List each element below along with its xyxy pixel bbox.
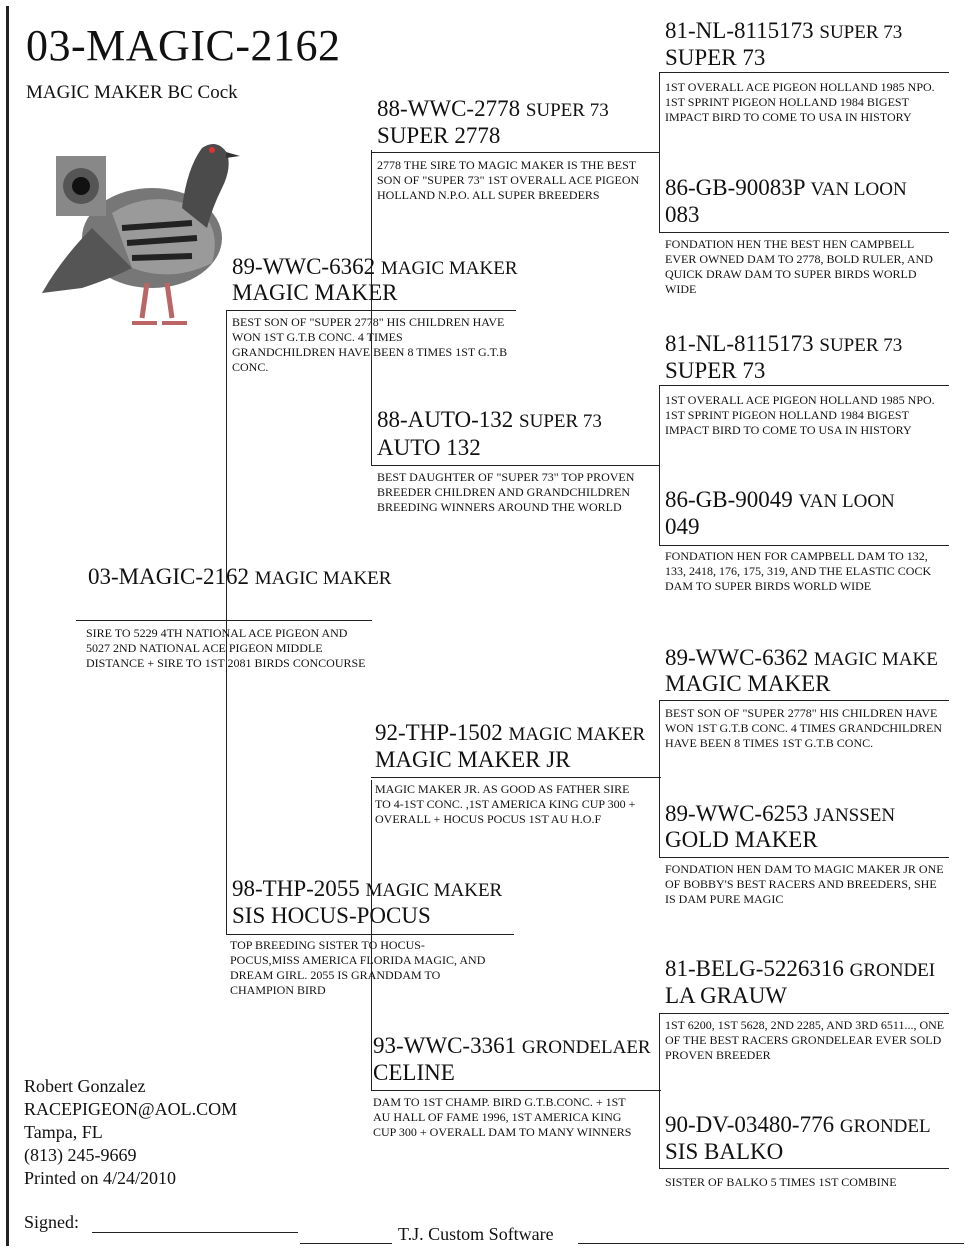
dam-note: TOP BREEDING SISTER TO HOCUS-POCUS,MISS AMERICA FLORIDA MAGIC, AND DREAM GIRL. 2055 IS GRANDDAM TO CHAMPION BIRD [230, 938, 486, 997]
sds-note: 1ST OVERALL ACE PIGEON HOLLAND 1985 NPO. 1ST SPRINT PIGEON HOLLAND 1984 BIGEST IMPACT BIRD TO COME TO USA IN HISTORY [665, 393, 935, 437]
ds-note: MAGIC MAKER JR. AS GOOD AS FATHER SIRE TO 4-1ST CONC. ,1ST AMERICA KING CUP 300 + OVERALL + HOCUS POCUS 1ST AU H.O.F [375, 782, 636, 826]
sds-strain: SUPER 73 [819, 335, 903, 356]
ss-name: SUPER 2778 [377, 123, 501, 148]
dds-ring-number: 81-BELG-5226316 [665, 956, 844, 981]
dss-name: MAGIC MAKER [665, 671, 831, 696]
sdd-strain: VAN LOON [798, 491, 895, 512]
line-ssd [659, 232, 949, 233]
ss-ring-number: 88-WWC-2778 [377, 96, 521, 121]
contact-block [24, 1075, 237, 1190]
line-ds [371, 777, 661, 778]
line-ss-to-sss [659, 72, 660, 152]
line-sd [371, 465, 659, 466]
sds-name: SUPER 73 [665, 358, 766, 383]
sd-ring [377, 407, 602, 435]
dsd-ring-number: 89-WWC-6253 [665, 801, 809, 826]
ssd-name: 083 [665, 202, 700, 227]
ss-strain: SUPER 73 [525, 100, 609, 121]
sds-ring-number: 81-NL-8115173 [665, 331, 814, 356]
footer-line-right [578, 1243, 964, 1244]
line-dd [371, 1090, 661, 1091]
ddd-note: SISTER OF BALKO 5 TIMES 1ST COMBINE [665, 1175, 897, 1189]
line-sds [659, 385, 949, 386]
page-subtitle: MAGIC MAKER BC Cock [26, 82, 238, 103]
dd-name: CELINE [373, 1060, 455, 1085]
ds-ring [375, 720, 665, 748]
dds-name: LA GRAUW [665, 983, 788, 1008]
line-dss [659, 700, 949, 701]
subject-ring [88, 564, 391, 592]
sire-ring [232, 254, 518, 282]
ddd-ring-number: 90-DV-03480-776 [665, 1112, 835, 1137]
line-dd-to-ddd [659, 1090, 660, 1168]
ss-ring [377, 96, 609, 124]
sss-note: 1ST OVERALL ACE PIGEON HOLLAND 1985 NPO. 1ST SPRINT PIGEON HOLLAND 1984 BIGEST IMPACT BIRD TO COME TO USA IN HISTORY [665, 80, 935, 124]
sd-ring-number: 88-AUTO-132 [377, 407, 514, 432]
sd-note: BEST DAUGHTER OF "SUPER 73" TOP PROVEN BREEDER CHILDREN AND GRANDCHILDREN BREEDING WINNERS AROUND THE WORLD [377, 470, 635, 514]
line-sss [659, 72, 949, 73]
footer-line-left [300, 1243, 392, 1244]
line-ds-to-dsd [659, 777, 660, 857]
ddd-strain: GRONDEL [839, 1116, 931, 1137]
dsd-strain: JANSSEN [813, 805, 896, 826]
dam-name: SIS HOCUS-POCUS [232, 903, 431, 928]
line-subject [76, 620, 372, 621]
subject-note: SIRE TO 5229 4TH NATIONAL ACE PIGEON AND 5027 2ND NATIONAL ACE PIGEON MIDDLE DISTANCE + SIRE TO 1ST 2081 BIRDS CONCOURSE [86, 626, 366, 670]
line-ddd [659, 1168, 949, 1169]
dd-ring [373, 1033, 663, 1061]
sire-strain: MAGIC MAKER [380, 258, 518, 279]
line-ss-to-ssd [659, 152, 660, 232]
sire-ring-number: 89-WWC-6362 [232, 254, 376, 279]
dam-strain: MAGIC MAKER [365, 880, 503, 901]
subject-strain: MAGIC MAKER [254, 568, 392, 589]
sss-ring-number: 81-NL-8115173 [665, 18, 814, 43]
contact-phone: (813) 245-9669 [24, 1145, 137, 1165]
sdd-name: 049 [665, 514, 700, 539]
sd-name: AUTO 132 [377, 435, 481, 460]
dd-strain: GRONDELAER [521, 1037, 651, 1058]
ssd-note: FONDATION HEN THE BEST HEN CAMPBELL EVER OWNED DAM TO 2778, BOLD RULER, AND QUICK DRAW DAM TO SUPER BIRDS WORLD WIDE [665, 237, 933, 296]
signed-label: Signed: [24, 1212, 80, 1232]
dss-note: BEST SON OF "SUPER 2778" HIS CHILDREN HAVE WON 1ST G.T.B CONC. 4 TIMES GRANDCHILDREN HAVE BEEN 8 TIMES 1ST G.T.B CONC. [665, 706, 943, 750]
dam-ring [232, 876, 502, 904]
sdd-ring [665, 487, 970, 515]
ds-name: MAGIC MAKER JR [375, 747, 571, 772]
ssd-ring-number: 86-GB-90083P [665, 175, 805, 200]
dsd-note: FONDATION HEN DAM TO MAGIC MAKER JR ONE OF BOBBY'S BEST RACERS AND BREEDERS, SHE IS DAM PURE MAGIC [665, 862, 944, 906]
dds-ring [665, 956, 970, 984]
contact-city: Tampa, FL [24, 1122, 103, 1142]
line-dam [226, 934, 514, 935]
line-dds [659, 1013, 949, 1014]
ddd-ring [665, 1112, 970, 1140]
contact-email: RACEPIGEON@AOL.COM [24, 1099, 238, 1119]
subject-ring-number: 03-MAGIC-2162 [88, 564, 249, 589]
pigeon-illustration [22, 118, 242, 348]
sds-ring [665, 331, 970, 359]
dam-ring-number: 98-THP-2055 [232, 876, 360, 901]
dss-strain: MAGIC MAKE [813, 649, 938, 670]
sss-name: SUPER 73 [665, 45, 766, 70]
sd-strain: SUPER 73 [519, 411, 602, 432]
ds-strain: MAGIC MAKER [508, 724, 646, 745]
dd-note: DAM TO 1ST CHAMP. BIRD G.T.B.CONC. + 1ST AU HALL OF FAME 1996, 1ST AMERICA KING CUP 300 + OVERALL DAM TO MANY WINNERS [373, 1095, 632, 1139]
printed-date: Printed on 4/24/2010 [24, 1168, 176, 1188]
eye-photo [56, 156, 106, 216]
dss-ring [665, 645, 970, 673]
line-sd-to-sdd [659, 465, 660, 545]
sss-ring [665, 18, 970, 46]
dds-note: 1ST 6200, 1ST 5628, 2ND 2285, AND 3RD 6511..., ONE OF THE BEST RACERS GRONDELEAR EVER SOLD PROVEN BREEDER [665, 1018, 945, 1062]
ss-note: 2778 THE SIRE TO MAGIC MAKER IS THE BEST SON OF "SUPER 73" 1ST OVERALL ACE PIGEON HOLLAND N.P.O. ALL SUPER BREEDERS [377, 158, 640, 202]
sss-strain: SUPER 73 [819, 22, 903, 43]
ds-ring-number: 92-THP-1502 [375, 720, 503, 745]
sire-note: BEST SON OF "SUPER 2778" HIS CHILDREN HAVE WON 1ST G.T.B CONC. 4 TIMES GRANDCHILDREN HAVE BEEN 8 TIMES 1ST G.T.B CONC. [232, 315, 508, 374]
signature-line [92, 1232, 298, 1233]
sdd-note: FONDATION HEN FOR CAMPBELL DAM TO 132, 133, 2418, 176, 175, 319, AND THE ELASTIC COCK DAM TO SUPER BIRDS WORLD WIDE [665, 549, 932, 593]
line-ss [371, 152, 659, 153]
software-credit: T.J. Custom Software [398, 1224, 554, 1244]
line-sdd [659, 545, 949, 546]
contact-name: Robert Gonzalez [24, 1076, 146, 1096]
dsd-name: GOLD MAKER [665, 827, 818, 852]
dd-ring-number: 93-WWC-3361 [373, 1033, 517, 1058]
line-sd-to-sds [659, 385, 660, 465]
ssd-strain: VAN LOON [810, 179, 907, 200]
sire-name: MAGIC MAKER [232, 280, 398, 305]
page-title: 03-MAGIC-2162 [26, 21, 341, 70]
dsd-ring [665, 801, 970, 829]
line-dsd [659, 857, 949, 858]
ssd-ring [665, 175, 970, 203]
ddd-name: SIS BALKO [665, 1139, 784, 1164]
sdd-ring-number: 86-GB-90049 [665, 487, 793, 512]
dds-strain: GRONDEI [849, 960, 936, 981]
page-border [6, 6, 9, 1246]
dss-ring-number: 89-WWC-6362 [665, 645, 809, 670]
